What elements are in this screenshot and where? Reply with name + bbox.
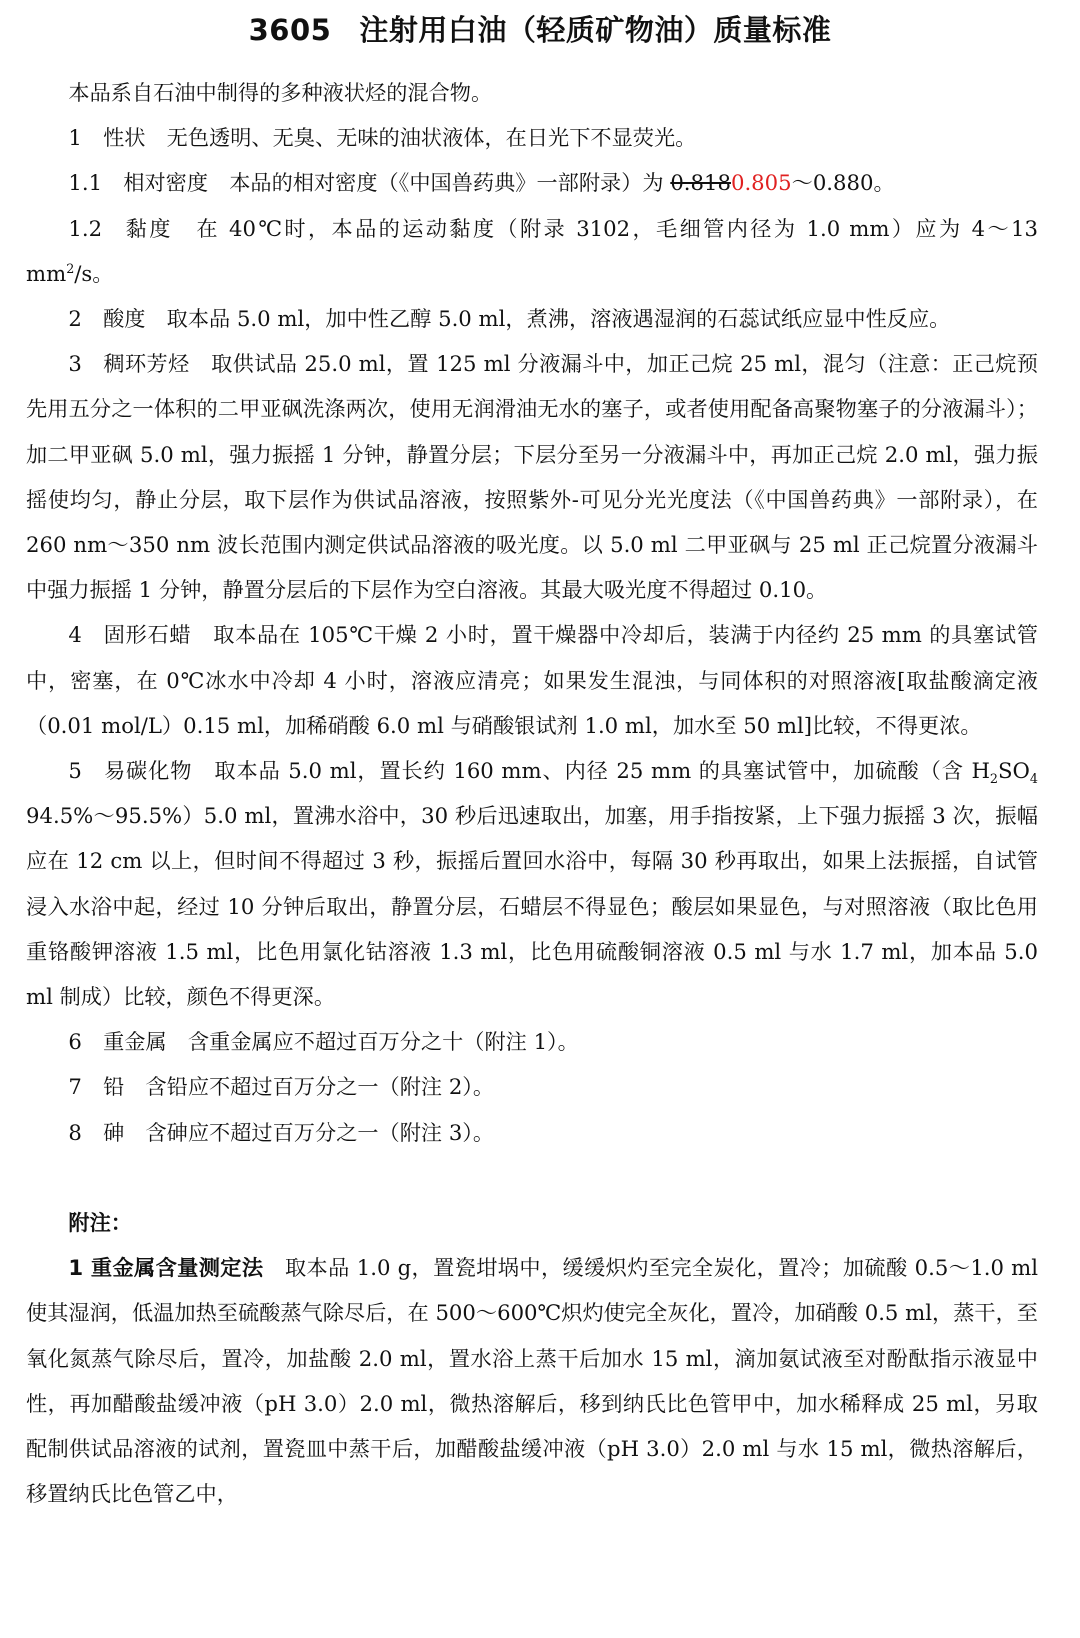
section-number: 3 bbox=[68, 351, 82, 377]
section-heading: 性状 bbox=[103, 125, 146, 151]
section-2-acidity bbox=[26, 296, 1038, 341]
note-text: 取本品 1.0 g，置瓷坩埚中，缓缓炽灼至完全炭化，置冷；加硫酸 0.5～1.0 ml 使其湿润，低温加热至硫酸蒸气除尽后，在 500～600℃炽灼使完全灰化，置冷，加硝酸 0.5 ml，蒸干，至氧化氮蒸气除尽后，置冷，加盐酸 2.0 ml，置水浴上蒸干后加水 15 ml，滴加氨试液至对酚酞指示液显中性，再加醋酸盐缓冲液（pH 3.0）2.0 ml，微热溶解后，移到纳氏比色管甲中，加水稀释成 25 ml，另取配制供试品溶液的试剂，置瓷皿中蒸干后，加醋酸盐缓冲液（pH 3.0）2.0 ml 与水 15 ml，微热溶解后，移置纳氏比色管乙中， bbox=[26, 1255, 1038, 1507]
section-text: 无色透明、无臭、无味的油状液体，在日光下不显荧光。 bbox=[166, 125, 697, 151]
standard-number: 3605 bbox=[248, 13, 332, 47]
section-number: 8 bbox=[68, 1119, 82, 1145]
section-number: 2 bbox=[68, 306, 82, 332]
section-7-lead bbox=[26, 1064, 1038, 1109]
standard-title: 注射用白油（轻质矿物油）质量标准 bbox=[359, 13, 832, 47]
notes-heading bbox=[26, 1200, 1038, 1245]
section-text: 含重金属应不超过百万分之十（附注 1）。 bbox=[187, 1029, 579, 1055]
section-heading: 固形石蜡 bbox=[103, 622, 192, 648]
section-number: 7 bbox=[68, 1074, 82, 1100]
note-1-heavy-metal-method bbox=[26, 1245, 1038, 1516]
section-number: 5 bbox=[68, 758, 82, 784]
section-text: 取供试品 25.0 ml，置 125 ml 分液漏斗中，加正己烷 25 ml，混匀（注意：正己烷预先用五分之一体积的二甲亚砜洗涤两次，使用无润滑油无水的塞子，或者使用配备高聚物塞子的分液漏斗）；加二甲亚砜 5.0 ml，强力振摇 1 分钟，静置分层；下层分至另一分液漏斗中，再加正己烷 2.0 ml，强力振摇使均匀，静止分层，取下层作为供试品溶液，按照紫外-可见分光光度法（《中国兽药典》一部附录），在 260 nm～350 nm 波长范围内测定供试品溶液的吸光度。以 5.0 ml 二甲亚砜与 25 ml 正己烷置分液漏斗中强力振摇 1 分钟，静置分层后的下层作为空白溶液。其最大吸光度不得超过 0.10。 bbox=[26, 351, 1038, 603]
section-text-end: ～0.880。 bbox=[791, 170, 895, 196]
superscript: 2 bbox=[66, 260, 75, 276]
subscript: 2 bbox=[989, 771, 999, 787]
section-heading: 砷 bbox=[103, 1119, 125, 1145]
section-text: 取本品 5.0 ml，置长约 160 mm、内径 25 mm 的具塞试管中，加硫酸（含 H bbox=[213, 758, 990, 784]
page-title bbox=[0, 8, 1080, 52]
section-heading: 黏度 bbox=[123, 215, 173, 241]
section-number: 1.1 bbox=[68, 170, 103, 196]
section-text: 取本品 5.0 ml，加中性乙醇 5.0 ml，煮沸，溶液遇湿润的石蕊试纸应显中性反应。 bbox=[166, 306, 951, 332]
intro-text: 本品系自石油中制得的多种液状烃的混合物。 bbox=[68, 80, 493, 105]
section-5-carbonizable bbox=[26, 748, 1038, 1019]
section-1-appearance bbox=[26, 115, 1038, 160]
section-text-mid: SO bbox=[998, 758, 1030, 784]
section-heading: 相对密度 bbox=[123, 170, 209, 196]
document-body bbox=[26, 70, 1038, 1516]
inserted-value: 0.805 bbox=[730, 170, 792, 196]
note-title: 1 重金属含量测定法 bbox=[68, 1255, 264, 1281]
section-number: 4 bbox=[68, 622, 82, 648]
section-3-pah bbox=[26, 341, 1038, 612]
section-text: 含砷应不超过百万分之一（附注 3）。 bbox=[145, 1119, 495, 1145]
section-1-1-density bbox=[26, 160, 1038, 205]
section-1-2-viscosity bbox=[26, 206, 1038, 296]
intro-paragraph bbox=[26, 70, 1038, 115]
section-text-end: /s。 bbox=[74, 260, 114, 286]
section-number: 1.2 bbox=[68, 215, 103, 241]
notes-heading-text: 附注： bbox=[68, 1210, 132, 1236]
section-heading: 铅 bbox=[103, 1074, 125, 1100]
section-text: 本品的相对密度（《中国兽药典》一部附录）为 bbox=[229, 170, 671, 196]
section-heading: 稠环芳烃 bbox=[103, 351, 190, 377]
section-number: 1 bbox=[68, 125, 82, 151]
section-text: 在 40℃时，本品的运动黏度（附录 3102，毛细管内径为 1.0 mm）应为 4～13 mm bbox=[26, 215, 1038, 286]
spacer bbox=[26, 1155, 1038, 1200]
section-6-heavy-metals bbox=[26, 1019, 1038, 1064]
section-heading: 重金属 bbox=[103, 1029, 167, 1055]
section-4-paraffin bbox=[26, 612, 1038, 748]
section-heading: 酸度 bbox=[103, 306, 146, 332]
section-text-end: 94.5%～95.5%）5.0 ml，置沸水浴中，30 秒后迅速取出，加塞，用手指按紧，上下强力振摇 3 次，振幅应在 12 cm 以上，但时间不得超过 3 秒，振摇后置回水浴中，每隔 30 秒再取出，如果上法振摇，自试管浸入水浴中起，经过 10 分钟后取出，静置分层，石蜡层不得显色；酸层如果显色，与对照溶液（取比色用重铬酸钾溶液 1.5 ml，比色用氯化钴溶液 1.3 ml，比色用硫酸铜溶液 0.5 ml 与水 1.7 ml，加本品 5.0 ml 制成）比较，颜色不得更深。 bbox=[26, 803, 1038, 1010]
section-heading: 易碳化物 bbox=[103, 758, 193, 784]
section-text: 含铅应不超过百万分之一（附注 2）。 bbox=[145, 1074, 495, 1100]
section-number: 6 bbox=[68, 1029, 82, 1055]
section-text: 取本品在 105℃干燥 2 小时，置干燥器中冷却后，装满于内径约 25 mm 的具塞试管中，密塞，在 0℃冰水中冷却 4 小时，溶液应清亮；如果发生混浊，与同体积的对照溶液[取盐酸滴定液（0.01 mol/L）0.15 ml，加稀硝酸 6.0 ml 与硝酸银试剂 1.0 ml，加水至 50 ml]比较，不得更浓。 bbox=[26, 622, 1038, 738]
section-8-arsenic bbox=[26, 1110, 1038, 1155]
subscript: 4 bbox=[1029, 771, 1038, 787]
deleted-value: 0.818 bbox=[670, 170, 731, 196]
